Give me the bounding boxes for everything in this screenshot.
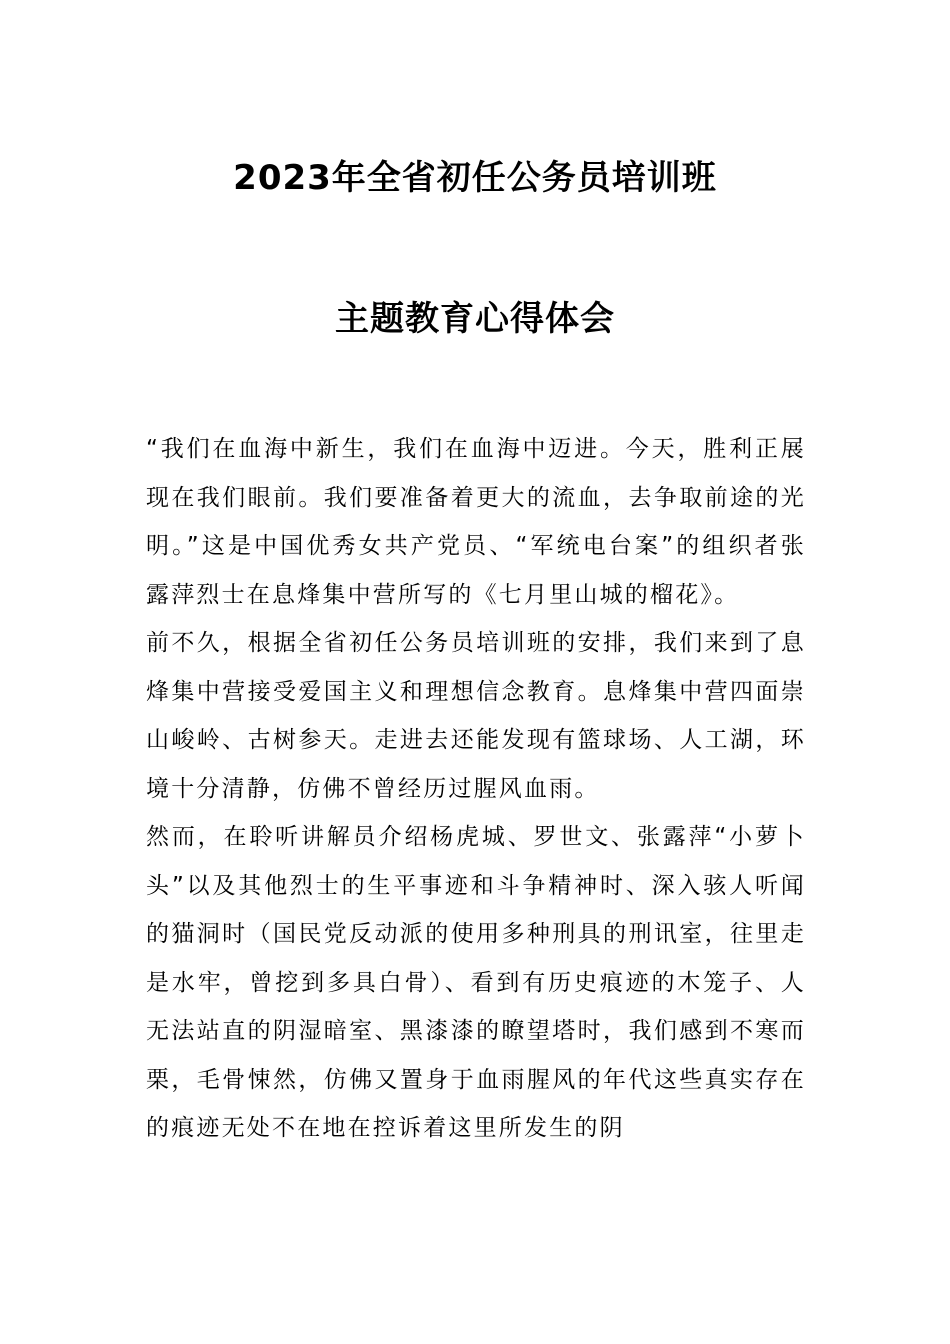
paragraph-2: 前不久，根据全省初任公务员培训班的安排，我们来到了息烽集中营接受爱国主义和理想信念教育。息烽集中营四面崇山峻岭、古树参天。走进去还能发现有篮球场、人工湖，环境十分清静，仿佛不曾经历过腥风血雨。 bbox=[146, 630, 806, 802]
paragraph-1: “我们在血海中新生，我们在血海中迈进。今天，胜利正展现在我们眼前。我们要准备着更大的流血，去争取前途的光明。”这是中国优秀女共产党员、“军统电台案”的组织者张露萍烈士在息烽集中营所写的《七月里山城的榴花》。 bbox=[146, 436, 806, 608]
paragraph-3: 然而，在聆听讲解员介绍杨虎城、罗世文、张露萍“小萝卜头”以及其他烈士的生平事迹和斗争精神时、深入骇人听闻的猫洞时（国民党反动派的使用多种刑具的刑讯室，往里走是水牢，曾挖到多具白骨）、看到有历史痕迹的木笼子、人无法站直的阴湿暗室、黑漆漆的瞭望塔时，我们感到不寒而栗，毛骨悚然，仿佛又置身于血雨腥风的年代这些真实存在的痕迹无处不在地在控诉着这里所发生的阴 bbox=[146, 824, 806, 1141]
document-title-line-2: 主题教育心得体会 bbox=[335, 299, 615, 339]
document-title-line-1: 2023年全省初任公务员培训班 bbox=[233, 158, 717, 198]
document-body bbox=[146, 425, 806, 1153]
